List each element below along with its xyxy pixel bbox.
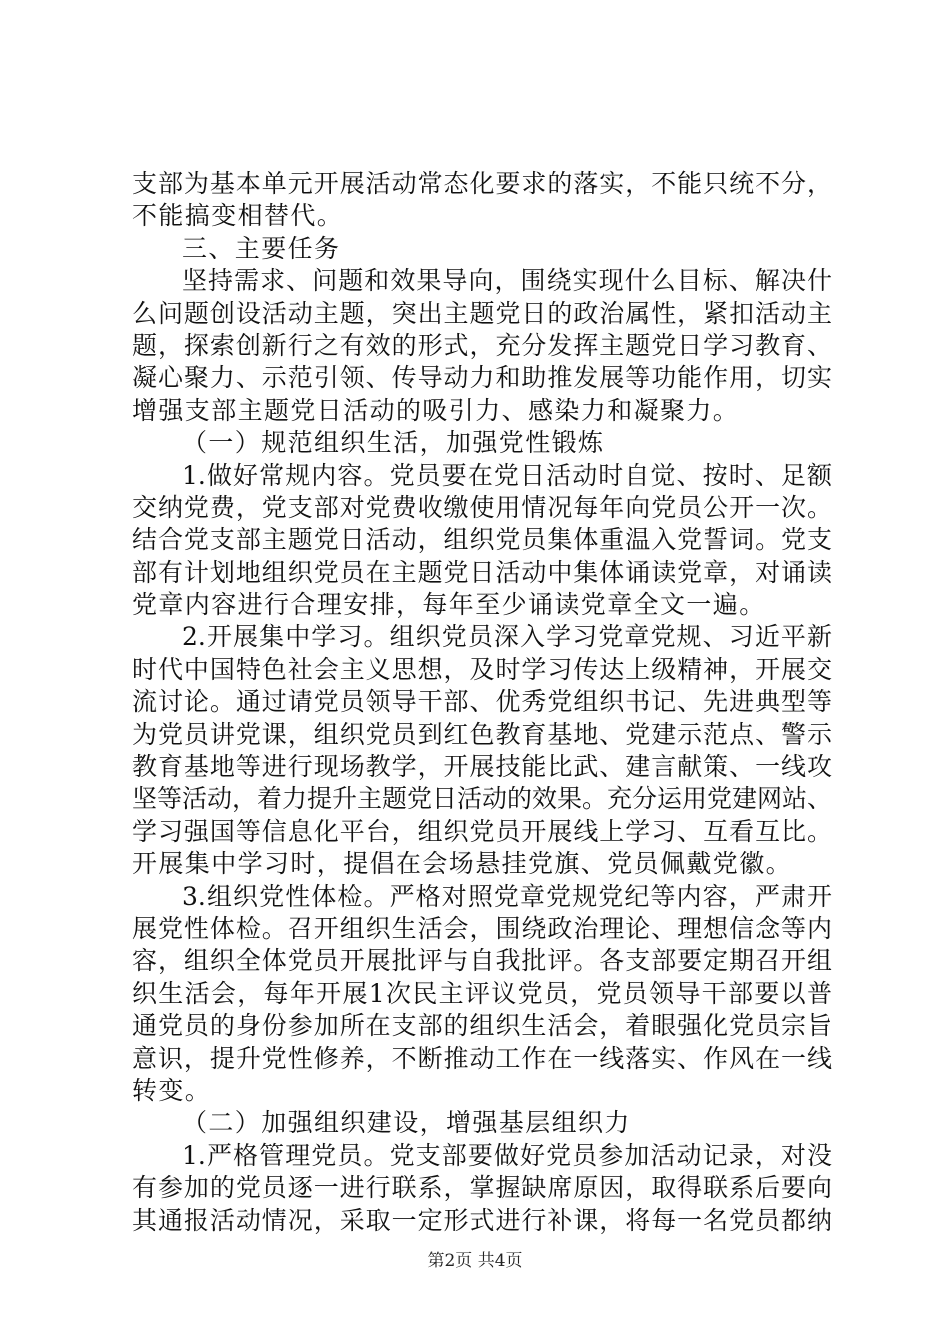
text-line: 三、主要任务 (182, 233, 341, 263)
text-line: 支部为基本单元开展活动常态化要求的落实，不能只统不分， (132, 169, 832, 198)
text-line: 交纳党费，党支部对党费收缴使用情况每年向党员公开一次。 (132, 492, 832, 522)
text-line: 坚等活动，着力提升主题党日活动的效果。充分运用党建网站、 (132, 784, 833, 814)
text-line: （二）加强组织建设，增强基层组织力 (182, 1108, 631, 1138)
page-footer: 第2页 共4页 (427, 1251, 523, 1271)
text-line: 坚持需求、问题和效果导向，围绕实现什么目标、解决什 (182, 266, 832, 296)
text-line: 凝心聚力、示范引领、传导动力和助推发展等功能作用，切实 (132, 363, 832, 393)
text-line: 时代中国特色社会主义思想，及时学习传达上级精神，开展交 (132, 654, 832, 684)
text-line: 展党性体检。召开组织生活会，围绕政治理论、理想信念等内 (132, 913, 832, 943)
text-line: 织生活会，每年开展1次民主评议党员，党员领导干部要以普 (132, 978, 832, 1008)
text-line: 题，探索创新行之有效的形式，充分发挥主题党日学习教育、 (132, 330, 832, 360)
text-line: 1.做好常规内容。党员要在党日活动时自觉、按时、足额 (182, 460, 832, 490)
document-body (132, 168, 832, 1237)
text-line: 增强支部主题党日活动的吸引力、感染力和凝聚力。 (132, 395, 740, 425)
text-line: 其通报活动情况，采取一定形式进行补课，将每一名党员都纳 (132, 1205, 832, 1235)
text-line: 么问题创设活动主题，突出主题党日的政治属性，紧扣活动主 (132, 298, 832, 328)
text-line: 有参加的党员逐一进行联系，掌握缺席原因，取得联系后要向 (132, 1173, 832, 1203)
text-line: 学习强国等信息化平台，组织党员开展线上学习、互看互比。 (132, 816, 832, 846)
text-line: 转变。 (132, 1075, 212, 1105)
text-line: 结合党支部主题党日活动，组织党员集体重温入党誓词。党支 (132, 525, 832, 555)
text-line: 意识，提升党性修养，不断推动工作在一线落实、作风在一线 (132, 1043, 832, 1073)
text-line: 容，组织全体党员开展批评与自我批评。各支部要定期召开组 (132, 946, 832, 976)
text-line: （一）规范组织生活，加强党性锻炼 (182, 428, 605, 458)
text-line: 为党员讲党课，组织党员到红色教育基地、党建示范点、警示 (132, 719, 832, 749)
text-line: 教育基地等进行现场教学，开展技能比武、建言献策、一线攻 (132, 752, 832, 782)
text-line: 通党员的身份参加所在支部的组织生活会，着眼强化党员宗旨 (132, 1011, 832, 1041)
text-line: 3.组织党性体检。严格对照党章党规党纪等内容，严肃开 (182, 881, 832, 911)
text-line: 1.严格管理党员。党支部要做好党员参加活动记录，对没 (182, 1140, 832, 1170)
text-line: 流讨论。通过请党员领导干部、优秀党组织书记、先进典型等 (132, 687, 832, 717)
text-line: 部有计划地组织党员在主题党日活动中集体诵读党章，对诵读 (132, 557, 832, 587)
text-line: 党章内容进行合理安排，每年至少诵读党章全文一遍。 (132, 590, 766, 620)
text-line: 2.开展集中学习。组织党员深入学习党章党规、习近平新 (182, 622, 832, 652)
text-line: 不能搞变相替代。 (132, 201, 344, 231)
text-line: 开展集中学习时，提倡在会场悬挂党旗、党员佩戴党徽。 (132, 849, 793, 879)
